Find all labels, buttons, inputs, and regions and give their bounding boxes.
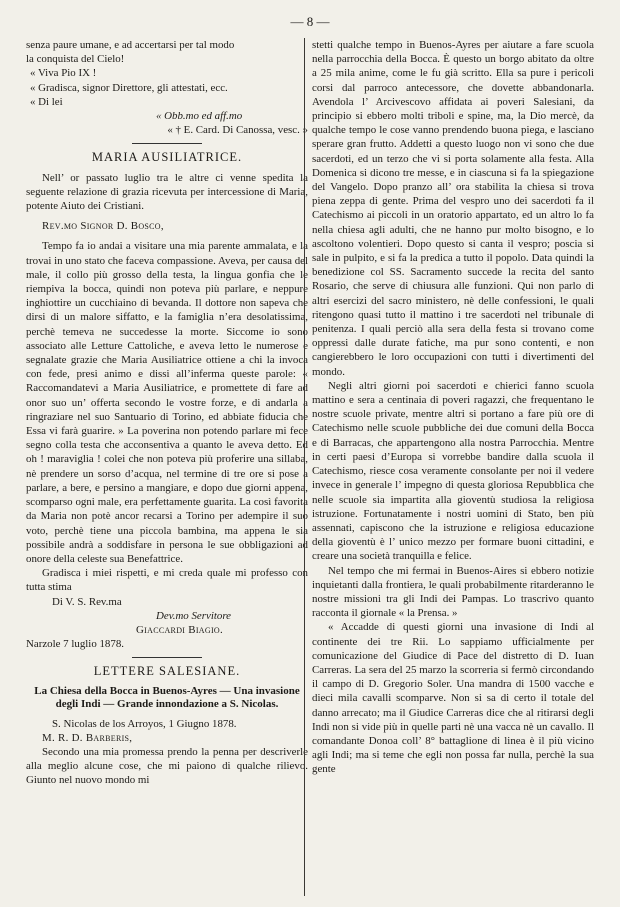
paragraph: stetti qualche tempo in Buenos-Ayres per aiutare a fare scuola nella parrocchia della Bocca. È questo un borgo abitato da oltre a 25 mila anime, come le fu già scritto. Ella sa pure i pericoli corsi dal parroco antecessore, che dovette abbandonarla. Avendola l’ Arcivescovo affidata ai poveri Salesiani, da principio si ebbero molti triboli e spine, ma, la Dio mercè, da qualche tempo le cose vanno prendendo buona piega, e lasciano sperare gran frutto. Addetti a questo luogo non vi sono che due sacerdoti, ed un terzo che vi si porta solamente alla festa. Alla Domenica si dicono tre messe, e in ciascuna si fa la spiegazione del Vangelo. Dopo pranzo all’ ora stabilita la chiesa si trova piena zeppa di gente. Prima del vespro uno dei sacerdoti fa il Catechismo ai piccoli in un oratorio appartato, ed un altro lo fa nella chiesa agli adulti, che ne hanno pur molto bisogno, e lo ascoltono volentieri. Dopo questo si canta il vespro; poscia si sale in pulpito, e si fa la predica a tutto il popolo. Data quindi la benedizione col SS. Sacramento succede la recita del santo Rosario, che serve di chiusura alle funzioni. Qui non parlo di altri esercizi del sacro ministero, nè delle confessioni, le quali ritengono quasi tutto il mattino i tre sacerdoti nel tribunale di penitenza. I quali perciò alla sera della festa si trovano come oppressi dalle durate fatiche, ma pur sono contenti, e non cangierebbero le loro occupazioni con tutti i divertimenti del mondo. bbox=[312, 39, 594, 378]
section-intro: Nell’ or passato luglio tra le altre ci venne spedita la seguente relazione di grazia ricevuta per intercessione di Maria, potente Aiuto dei Cristiani. bbox=[26, 171, 308, 213]
letter-close-2: Di V. S. Rev.ma bbox=[52, 595, 122, 608]
section-title: LETTERE SALESIANE. bbox=[93, 664, 241, 679]
right-column bbox=[312, 38, 594, 900]
page-number: — 8 — bbox=[290, 14, 330, 29]
letter-body: Tempo fa io andai a visitare una mia parente ammalata, e la trovai in uno stato che faceva compassione. Aveva, per causa del male, il collo più grosso della testa, la lingua gonfia che le riempiva la bocca, quindi non poteva più parlare, e neppure inghiottire un cucchiaino di bevanda. Il dottore non sapeva che dirsi di un malore siffatto, e la famiglia n’era desolatissima, perchè temeva ne succedesse la morte. Siccome io sono associato alle Letture Cattoliche, e aveva letto le numerose e segnalate grazie che Maria Ausiliatrice ottiene a chi la invoca con fede, presi animo e dissi all’inferma queste parole: « Raccomandatevi a Maria Ausiliatrice, e promettete di fare ad onor suo un’ offerta secondo le vostre forze, e di andarla a ringraziare nel suo Santuario di Torino, ed abbiate fiducia che Essa vi farà guarire. » La poverina non potendo parlare mi fece segno colla testa che acconsentiva a quanto le aveva detto. Ed oh ! maraviglia ! colei che non poteva più proferire una sillaba, nè prendere un sorso d’acqua, nel termine di tre ore si pose a parlare, a bere, e persino a mangiare, e dopo due giorni appena, scomparso ogni male, era perfettamente guarita. La così favorita da Maria non potè ancor recarsi a Torino per adempire il suo voto, perchè tiene una piccola bambina, ma appena le sia possibile andrà a soddisfare in persona le sue obbligazioni ad onore della celeste sua Benefattrice. bbox=[26, 240, 308, 565]
text-line: senza paure umane, e ad accertarsi per tal modo bbox=[26, 39, 235, 51]
signature-line: « Obb.mo ed aff.mo bbox=[156, 110, 243, 123]
paragraph: Negli altri giorni poi sacerdoti e chierici fanno scuola mattino e sera a centinaia di poveri ragazzi, che frequentano le nostre scuole private, mentre altri si portano a fare più ore di Catechismo nelle scuole pubbliche dei due comuni della Bocca e di Barracas, che appartengono alla nostra Parrocchia. Mentre in certi paesi d’Europa si vorrebbe bandire dalla scuola il Catechismo, riesce cosa veramente consolante per noi il vedere invece in generale l’ impegno di questa gloriosa Repubblica che nelle scuole sia impartita alla gioventù studiosa la religiosa istruzione. Fortunatamente i nostri uomini di Stato, ben più assennati, capiscono che la istruzione e religiosa educazione della gioventù è l’ unico mezzo per formare buoni cittadini, e creare una società tranquilla e felice. bbox=[312, 379, 594, 563]
letter-start: Secondo una mia promessa prendo la penna per descriverle alla meglio alcune cose, che mi paiono di qualche rilievo. Giunto nel nuovo mondo mi bbox=[26, 745, 308, 787]
letter-date: Narzole 7 luglio 1878. bbox=[26, 638, 124, 651]
paragraph: « Accadde di questi giorni una invasione di Indi al continente dei tre Rii. Lo sappiamo ufficialmente per comunicazione del Giudice di Pace del distretto di D. Iuan Carreras. La sera del 25 marzo la scorreria si fermò circondando il campo di D. Gregorio Soler. Una mandra di 1500 vacche e dieci mila cavalli scomparve. Non si sa di certo il totale del danno arrecato; ma il Giudice Carreras dice che al ritirarsi degli Indi non si vide più in quelle parti nè una vacca nè un cavallo. Il comandante Donoa coll’ 8° battaglione di linea è il più vicino agli Indi; ma si teme che egli non possa far nulla, perchè la sua gente bbox=[312, 621, 594, 776]
letter-close: Gradisca i miei rispetti, e mi creda quale mi professo con tutta stima bbox=[26, 567, 308, 594]
text-line: « Viva Pio IX ! bbox=[30, 67, 97, 80]
signer-name: Giaccardi Biagio. bbox=[136, 623, 224, 636]
paragraph: Nel tempo che mi fermai in Buenos-Aires si ebbero notizie inquietanti dalla frontiera, le quali probabilmente ritarderanno le nostre missioni tra gli Indi dei Pampas. Lo trascrivo quanto racconta il giornale « la Prensa. » bbox=[312, 564, 594, 620]
letter-address: M. R. D. Barberis, bbox=[42, 731, 133, 744]
column-rule bbox=[304, 38, 305, 896]
section-subtitle: La Chiesa della Bocca in Buenos-Ayres — Una invasione degli Indi — Grande innondazione a S. Nicolas. bbox=[34, 684, 300, 711]
servant-line: Dev.mo Servitore bbox=[156, 609, 231, 622]
text-line: « Di lei bbox=[30, 95, 63, 108]
divider bbox=[132, 143, 202, 144]
signature-line: « † E. Card. Di Canossa, vesc. » bbox=[167, 124, 308, 137]
section-title: MARIA AUSILIATRICE. bbox=[91, 150, 243, 165]
left-column bbox=[26, 38, 308, 900]
closing-lines bbox=[26, 38, 308, 109]
text-line: la conquista del Cielo! bbox=[26, 53, 125, 66]
salutation: Rev.mo Signor D. Bosco, bbox=[42, 220, 164, 233]
text-line: « Gradisca, signor Direttore, gli attestati, ecc. bbox=[30, 81, 228, 94]
letter-place: S. Nicolas de los Arroyos, 1 Giugno 1878. bbox=[52, 717, 237, 730]
divider bbox=[132, 657, 202, 658]
